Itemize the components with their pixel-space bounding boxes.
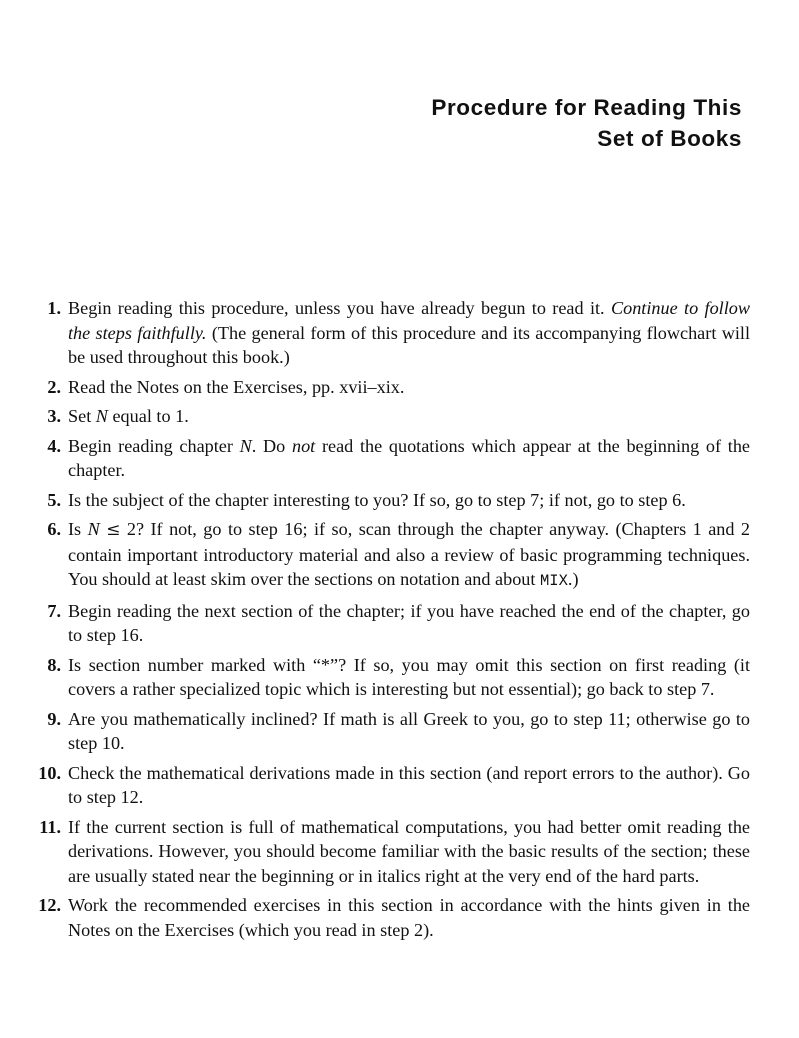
step-1 bbox=[20, 296, 750, 370]
step-text-part: Begin reading chapter bbox=[68, 435, 240, 456]
step-emphasis: Continue to follow the steps faithfully. bbox=[68, 298, 750, 343]
title-line-1: Procedure for Reading This bbox=[431, 95, 742, 120]
step-text-part: 2? If not, go to step 16; if so, scan through the chapter anyway. (Chapters 1 and 2 contain important introductory material and also a review of basic programming techniques. You should at least skim over the sections on notation and about bbox=[68, 519, 750, 589]
step-number: 11. bbox=[39, 816, 61, 837]
step-emphasis: not bbox=[291, 435, 316, 456]
procedure-steps bbox=[20, 296, 750, 947]
step-text-part: Begin reading this procedure, unless you have already begun to read it. bbox=[68, 298, 611, 318]
step-3 bbox=[20, 404, 750, 429]
less-equal-symbol: ≤ bbox=[106, 520, 121, 540]
math-variable: N bbox=[95, 406, 108, 426]
step-text-part: Set bbox=[68, 406, 96, 426]
step-4 bbox=[20, 434, 750, 483]
step-number: 3. bbox=[47, 406, 61, 426]
step-text-part: Is bbox=[68, 519, 88, 539]
step-number: 10. bbox=[38, 762, 61, 783]
math-variable: N bbox=[87, 519, 100, 539]
step-11 bbox=[20, 815, 750, 889]
step-text-part: equal to 1. bbox=[107, 406, 189, 426]
step-number: 6. bbox=[47, 519, 61, 539]
step-number: 1. bbox=[47, 298, 61, 318]
step-text-part: . Do bbox=[251, 435, 292, 456]
step-number: 4. bbox=[47, 435, 61, 456]
step-5 bbox=[20, 488, 750, 513]
step-text bbox=[68, 517, 750, 594]
step-6 bbox=[20, 517, 750, 594]
step-text: Is section number marked with “*”? If so, you may omit this section on first reading (it covers a rather specialized topic which is interesting but not essential); go back to step 7. bbox=[68, 654, 750, 699]
step-text: Are you mathematically inclined? If math is all Greek to you, go to step 11; otherwise go to step 10. bbox=[68, 708, 750, 753]
step-text bbox=[68, 404, 750, 429]
step-number: 12. bbox=[38, 895, 61, 915]
step-text: Begin reading the next section of the chapter; if you have reached the end of the chapter, go to step 16. bbox=[68, 600, 750, 645]
step-text: Read the Notes on the Exercises, pp. xvii–xix. bbox=[68, 376, 405, 397]
step-text-part: (The general form of this procedure and its accompanying flowchart will be used throughout this book.) bbox=[68, 322, 750, 367]
step-number: 9. bbox=[47, 708, 61, 729]
step-number: 5. bbox=[47, 489, 61, 510]
step-text: Work the recommended exercises in this section in accordance with the hints given in the Notes on the Exercises (which you read in step 2). bbox=[68, 895, 750, 940]
step-7 bbox=[20, 599, 750, 648]
step-10 bbox=[20, 761, 750, 810]
step-number: 2. bbox=[47, 376, 61, 397]
step-text-part: read the quotations which appear at the beginning of the chapter. bbox=[68, 435, 750, 480]
step-number: 7. bbox=[47, 600, 61, 621]
step-8 bbox=[20, 653, 750, 702]
step-number: 8. bbox=[47, 654, 61, 675]
step-text: Is the subject of the chapter interesting to you? If so, go to step 7; if not, go to step 6. bbox=[68, 489, 686, 510]
step-text bbox=[68, 434, 750, 483]
step-text-part: .) bbox=[567, 569, 579, 589]
step-2 bbox=[20, 375, 750, 400]
step-9 bbox=[20, 707, 750, 756]
step-12 bbox=[20, 893, 750, 942]
code-term: MIX bbox=[540, 572, 568, 590]
step-text: If the current section is full of mathematical computations, you had better omit reading the derivations. However, you should become familiar with the basic results of the section; these are usually stated near the beginning or in italics right at the very end of the hard parts. bbox=[68, 816, 750, 886]
step-text: Check the mathematical derivations made in this section (and report errors to the author). Go to step 12. bbox=[68, 762, 750, 807]
page-title bbox=[431, 92, 742, 154]
title-line-2: Set of Books bbox=[597, 126, 742, 151]
step-text bbox=[68, 296, 750, 370]
math-variable: N bbox=[239, 435, 252, 456]
